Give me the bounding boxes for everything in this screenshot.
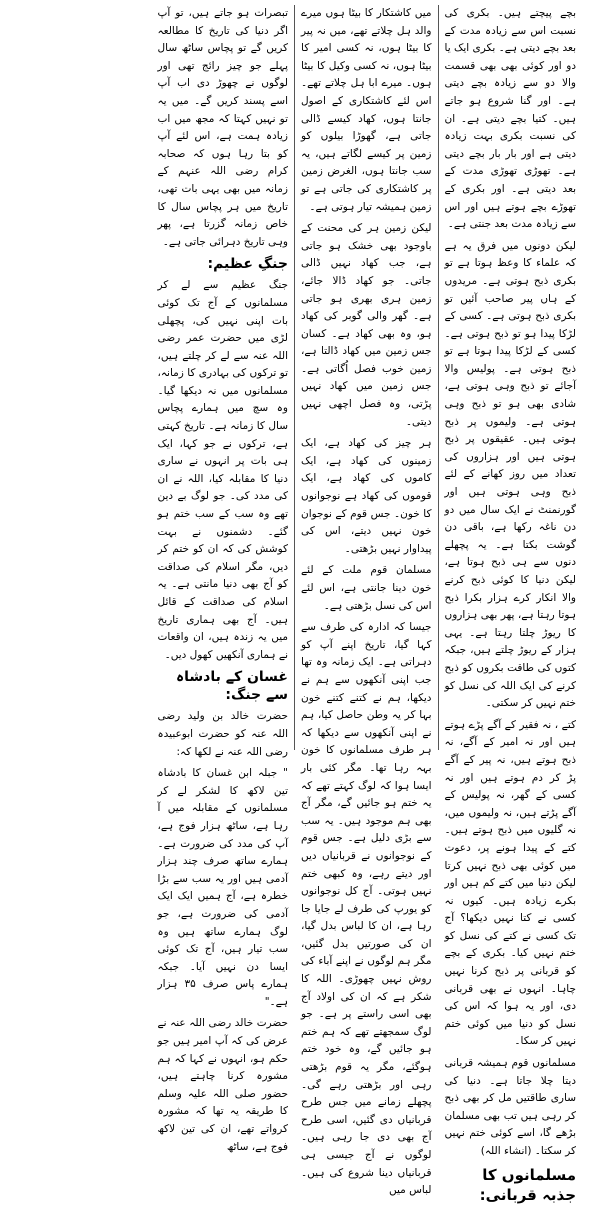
section-heading: غسان کے بادشاہ سے جنگ: xyxy=(175,669,288,704)
paragraph: بچے پیچتے ہیں۔ بکری کی نسبت اس سے زیادہ مدت کے بعد بچے دیتی ہے۔ بکری ایک یا دو اور کوئی بھی بھی قسمت والا دو سے زیادہ بچے دیتی ہے۔ اور گنا شروع ہو جاتے ہیں۔ کتیا بچے دیتی ہے۔ ان کی نسبت بکری بہت زیادہ دیتی ہے اور بار بار بچے دیتی ہے۔ تھوڑی تھوڑی مدت کے بعد دیتی ہے۔ اور بکری کے تھوڑے بچے ہوتے ہیں اور اس سے زیادہ مدت بعد جنتی ہے۔ xyxy=(444,7,576,231)
paragraph: ہر چیز کی کھاد ہے، ایک زمینوں کی کھاد ہے، ایک کاموں کی کھاد ہے، ایک قوموں کی کھاد ہے نوجوانوں کا خون۔ جس قوم کے نوجوان خون نہیں دیتے، اس کی پیداوار نہیں بڑھتی۔ xyxy=(301,437,432,555)
paragraph: تبصرات ہو جاتے ہیں، تو آپ اگر دنیا کی تاریخ کا مطالعہ کریں گے تو پچاس ساٹھ سال پہلے جو چیز رائج تھی اور لوگوں نے چھوڑ دی اب آپ اسے پسند کریں گے۔ میں یہ تو نہیں کہتا کہ مجھ میں اب زیادہ ہمت ہے، اس لئے آپ کو بتا رہا ہوں کہ صحابہ کرام رضی اللہ عنہم کے زمانہ میں بھی یہی بات تھی، تاریخ میں ہر پچاس سال کا خاص زمانہ گزرتا ہے، پھر وہی تاریخ دہرائی جاتی ہے۔ xyxy=(157,7,288,248)
column-2 xyxy=(295,5,439,1197)
paragraph: حضرت خالد رضی اللہ عنہ نے عرض کی کہ آپ امیر ہیں جو حکم ہو، انہوں نے کہا کہ ہم مشورہ کرنا چاہتے ہیں، حضور صلی اللہ علیہ وسلم کا طریقہ یہ تھا کہ مشورہ کرواتے تھے، ان کی تین لاکھ فوج ہے، ساٹھ xyxy=(157,1017,288,1153)
section-heading: مسلمانوں کا جذبہ قربانی: xyxy=(479,1165,576,1204)
column-3 xyxy=(152,5,296,1153)
paragraph: جنگ عظیم سے لے کر مسلمانوں کے آج تک کوئی بات اپنی نہیں کی، پچھلی لڑی میں حضرت عمر رضی اللہ عنہ سے لے کر چلتے ہیں، تو ترکوں کی بہادری کا زمانہ، مسلمانوں میں نہ دیکھا گیا۔ وہ سچ میں ہمارے پچاس سال کا زمانہ ہے۔ تاریخ کہتی ہے، ترکوں نے جو کہا، ایک ہی بات پر انہوں نے ساری دنیا کا مقابلہ کیا، اللہ نے ان کی مدد کی۔ جو لوگ بے دین تھے وہ سب کے سب ختم ہو گئے۔ دشمنوں نے بہت کوشش کی کہ ان کو ختم کر دیں، مگر اسلام کی صداقت کو آج بھی دنیا مانتی ہے۔ یہ اسلام کی صداقت کے قائل ہیں۔ آج بھی ہماری تاریخ میں یہ زندہ ہیں، ان واقعات نے ہماری آنکھیں کھول دیں۔ xyxy=(157,279,288,661)
paragraph: لیکن زمین ہر کی محنت کے باوجود بھی خشک ہو جاتی ہے، جب کھاد نہیں ڈالی جاتی۔ جو کھاد ڈالا جائے، زمین ہری بھری ہو جاتی ہے۔ گھر والی گوبر کی کھاد ہو، وہ بھی کھاد ہے۔ کسان جس زمین میں کھاد ڈالتا ہے، زمین خوب فصل اُگاتی ہے۔ جس زمین میں کھاد نہیں پڑتی، وہ فصل اچھی نہیں دیتی۔ xyxy=(301,222,432,428)
paragraph: کتے ، نہ فقیر کے آگے پڑے ہوتے ہیں اور نہ امیر کے آگے، نہ ذبح ہوتے ہیں، نہ پیر کے آگے پڑ کر دم ہوتے ہیں اور نہ کسی کے گھر، نہ پولیس کے آگے پڑتے ہیں، نہ ولیموں میں، نہ گلیوں میں ذبح ہوتے ہیں۔ کتے کے پیدا ہونے پر، دعوت میں کوئی بھی ذبح نہیں کرتا لیکن دنیا میں کتے کم ہیں اور بکرے زیادہ ہیں۔ کیوں نہ کسی نے کتا نہیں دیکھا؟ آج تک کسی نے کتے کی نسل کو ختم نہیں کیا۔ بکری کے بچے کو قربانی پر ذبح کرنا نہیں چاہا۔ انہوں نے بھی قربانی دی، اور یہ ہوا کہ اس کی نسل کو دنیا میں کوئی ختم نہیں کر سکا۔ xyxy=(444,718,576,1048)
paragraph: مسلمان قوم ملت کے لئے خون دینا جانتی ہے، اس لئے اس کی نسل بڑھتی ہے۔ xyxy=(301,564,432,612)
newspaper-page xyxy=(8,5,582,1204)
paragraph: حضرت خالد بن ولید رضی اللہ عنہ کو حضرت ابوعبیدہ رضی اللہ عنہ نے لکھا کہ: xyxy=(157,710,288,758)
paragraph: " جبلہ ابن غسان کا بادشاہ تین لاکھ کا لشکر لے کر مسلمانوں کے مقابلہ میں آ رہا ہے، ساٹھ ہزار فوج ہے، آپ کی مدد کی ضرورت ہے۔ ہمارے ساتھ صرف چند ہزار آدمی ہیں اور یہ سب سے بڑا خطرہ ہے، آج ہمیں ایک ایک آدمی کی ضرورت ہے، جو لوگ ہمارے ساتھ ہیں وہ سب تیار ہیں، آج تک کوئی ایسا دن نہیں آیا۔ جبکہ ہمارے پاس صرف ۳۵ ہزار ہے۔" xyxy=(157,767,288,1008)
paragraph: جیسا کہ ادارہ کی طرف سے کہا گیا، تاریخ اپنے آپ کو دہراتی ہے۔ ایک زمانہ وہ تھا جب اپنی آنکھوں سے ہم نے دیکھا، ہم نے کتنے کتنے خون بہا کر یہ وطن حاصل کیا، ہم نے اپنی آنکھوں سے دیکھا کہ ہر طرف مسلمانوں کا خون بہہ رہا تھا۔ مگر کئی بار ایسا ہوا کہ لوگ کہتے تھے کہ یہ ختم ہو جائیں گے، مگر آج بھی ہم موجود ہیں۔ یہ سب سے بڑی دلیل ہے۔ جس قوم کے نوجوانوں نے قربانیاں دیں اور دیتے رہے، وہ کبھی ختم نہیں ہوتی۔ آج کل نوجوانوں کو یورپ کی طرف لے جایا جا رہا ہے، ان کا لباس بدل گیا، ان کی صورتیں بدل گئیں، مگر ہم لوگوں نے اپنے آباء کی روش نہیں چھوڑی۔ اللہ کا شکر ہے کہ ان کی اولاد آج بھی اسی راستے پر ہے۔ جو لوگ سمجھتے تھے کہ ہم ختم ہو جائیں گے، وہ خود ختم ہوگئے، مگر یہ قوم بڑھتی رہی اور بڑھتی رہے گی۔ پچھلے زمانے میں جس طرح قربانیاں دی گئیں، اسی طرح آج بھی دی جا رہی ہیں۔ لوگوں نے آج جیسی ہی قربانیاں دینا شروع کی ہیں۔ لباس میں xyxy=(301,621,432,1197)
paragraph: لیکن دونوں میں فرق یہ ہے کہ علماء کا وعظ ہوتا ہے تو بکری ذبح ہوتی ہے۔ مریدوں کے ہاں پیر صاحب آئیں تو بکری ذبح ہوتی ہے۔ کسی کے لڑکا پیدا ہو تو ذبح ہوتی ہے۔ کسی کے لڑکا پیدا ہوتا ہے تو ذبح ہوتی ہے۔ پولیس والا آجائے تو ذبح وہی ہوتی ہے، شادی بھی ہو تو ذبح وہی ہوتی ہے۔ ولیموں پر ذبح ہوتی ہیں۔ عقیقوں پر ذبح ہوتی ہیں اور ہزاروں کی تعداد میں روز کھانے کے لئے ذبح وہی ہوتی ہیں اور گورنمنٹ نے ایک سال میں دو دن ناغہ رکھا ہے، باقی دن گوشت بکتا ہے۔ یہ پچھلے دنوں سے ہی ذبح ہوتا ہے، لیکن دنیا کا کوئی ذبح کرنے والا انکار کرے ہزار بکرا ذبح ہوتا رہتا ہے، پھر بھی ہزاروں کا ریوڑ چلتا رہتا ہے۔ یہی ہزار کے ریوڑ چلتے ہیں، جبکہ کتوں کی طاقت بکروں کو ذبح کرنے کی ایک اللہ کی نسل کو ختم نہیں کر سکتی۔ xyxy=(444,239,576,710)
paragraph: میں کاشتکار کا بیٹا ہوں میرے والد ہل چلاتے تھے، میں نہ پیر کا بیٹا ہوں، نہ کسی امیر کا بیٹا ہوں، نہ کسی وکیل کا بیٹا ہوں۔ میرے ابا ہل چلاتے تھے۔ اس لئے کاشتکاری کے اصول جانتا ہوں، کھاد کیسے ڈالی جاتی ہے، گھوڑا بیلوں کو زمین پر کیسے لگاتے ہیں، یہ سب جانتا ہوں، الغرض زمین پر کاشتکاری کی جاتی ہے تو زمین ہمیشہ تیار ہوتی ہے۔ xyxy=(301,7,432,213)
paragraph: مسلمانوں قوم ہمیشہ قربانی دیتا چلا جاتا ہے۔ دنیا کی ساری طاقتیں مل کر بھی ذبح کر رہی ہیں تب بھی مسلمان بڑھے گا، اسے کوئی ختم نہیں کر سکتا۔ (انشاء اللہ) xyxy=(444,1057,576,1157)
section-heading: جنگِ عظیم: xyxy=(207,256,288,273)
column-1 xyxy=(439,5,583,1204)
